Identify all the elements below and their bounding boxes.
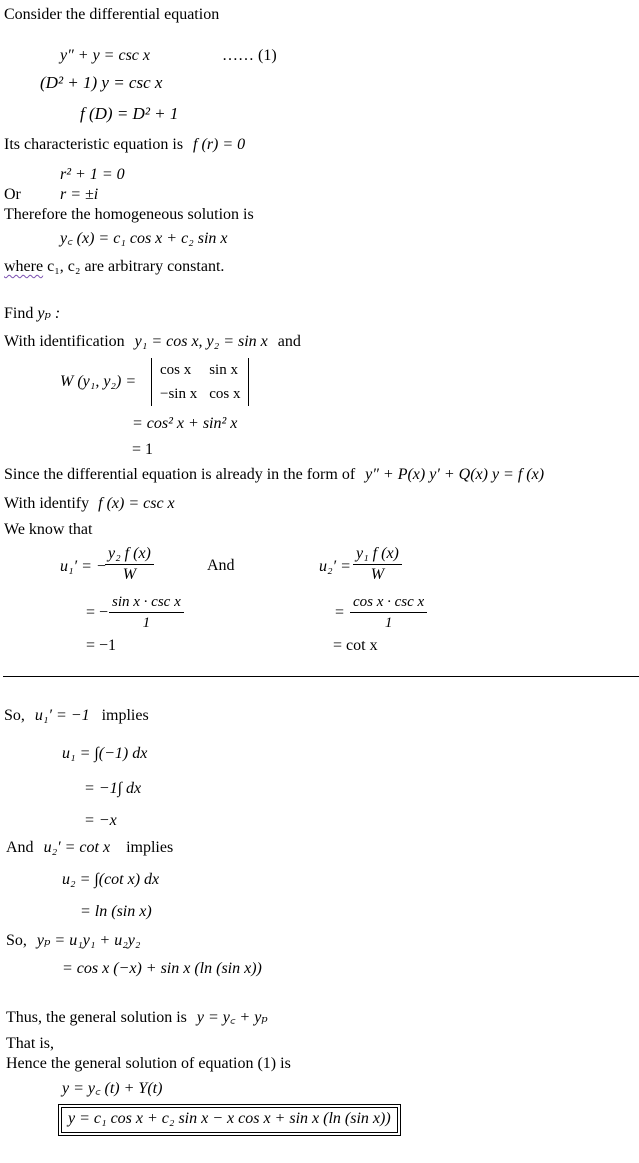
u1-prime-result: = −1 xyxy=(86,637,117,654)
u1-prime-numerator-2: sin x · csc x xyxy=(109,592,184,613)
u1-prime-denominator-2: 1 xyxy=(142,615,151,631)
where-word: where xyxy=(4,258,44,275)
u2-prime-lhs: u₂′ = xyxy=(319,558,351,575)
u2-prime-lhs-2: = xyxy=(335,604,345,621)
u1-integral: u₁ = ∫(−1) dx xyxy=(62,745,148,762)
u1-prime-fraction xyxy=(105,544,154,585)
so-u1-equation: u₁′ = −1 xyxy=(34,707,90,724)
hence-text: Hence the general solution of equation (1) is xyxy=(6,1055,291,1072)
so-label-2: So, xyxy=(6,932,27,949)
identification-and: and xyxy=(277,333,301,350)
u1-prime-numerator: y₂ f (x) xyxy=(105,544,154,565)
find-yp xyxy=(4,304,60,324)
identify-equation: f (x) = csc x xyxy=(98,495,175,512)
u1-prime-lhs: u₁′ = − xyxy=(60,558,107,575)
where-text xyxy=(4,257,224,277)
so-yp-equation: yₚ = u₁y₁ + u₂y₂ xyxy=(36,932,141,949)
so-u1-implies: implies xyxy=(101,707,149,724)
so-label-1: So, xyxy=(4,707,25,724)
yp-result: = cos x (−x) + sin x (ln (sin x)) xyxy=(62,960,262,977)
wronskian-determinant xyxy=(151,358,249,406)
and-middle: And xyxy=(207,557,235,574)
thus-label: Thus, the general solution is xyxy=(6,1009,187,1026)
homogeneous-solution: y꜀ (x) = c₁ cos x + c₂ sin x xyxy=(60,230,228,247)
homogeneous-text: Therefore the homogeneous solution is xyxy=(4,206,254,223)
and-u2-line xyxy=(6,838,173,858)
thus-equation: y = y꜀ + yₚ xyxy=(196,1009,268,1026)
wronskian-step-2: = 1 xyxy=(132,441,154,458)
operator-form-equation: (D² + 1) y = csc x xyxy=(40,73,163,92)
and-u2-equation: u₂′ = cot x xyxy=(43,839,111,856)
since-equation: y″ + P(x) y′ + Q(x) y = f (x) xyxy=(365,466,545,483)
u1-prime-fraction-2 xyxy=(109,592,184,633)
u2-result: = ln (sin x) xyxy=(80,903,152,920)
so-u1-line xyxy=(4,706,149,726)
identify-line xyxy=(4,494,175,514)
u2-prime-fraction xyxy=(353,544,402,585)
identification-line xyxy=(4,332,301,352)
r-roots: r = ±i xyxy=(60,186,99,203)
intro-text: Consider the differential equation xyxy=(4,6,220,23)
u1-result: = −x xyxy=(84,812,117,829)
find-variable: yₚ : xyxy=(37,305,61,322)
characteristic-label: Its characteristic equation is xyxy=(4,136,184,153)
u2-prime-denominator-2: 1 xyxy=(384,615,393,631)
where-rest: c₁, c₂ are arbitrary constant. xyxy=(43,258,225,275)
since-label: Since the differential equation is already in the form of xyxy=(4,466,356,483)
since-line xyxy=(4,465,544,485)
identification-label: With identification xyxy=(4,333,125,350)
characteristic-text xyxy=(4,135,245,155)
u2-prime-numerator-2: cos x · csc x xyxy=(350,592,427,613)
so-yp-line xyxy=(6,931,140,951)
det-cell-22: cos x xyxy=(209,386,241,402)
wronskian-step-1: = cos² x + sin² x xyxy=(132,415,238,432)
identification-equation: y₁ = cos x, y₂ = sin x xyxy=(134,333,268,350)
identify-label: With identify xyxy=(4,495,90,512)
u2-prime-numerator: y₁ f (x) xyxy=(353,544,402,565)
u1-prime-lhs-2: = − xyxy=(86,604,109,621)
det-cell-11: cos x xyxy=(160,362,192,378)
or-label: Or xyxy=(4,186,21,203)
find-label: Find xyxy=(4,305,34,322)
u2-prime-denominator: W xyxy=(370,566,385,583)
u2-prime-fraction-2 xyxy=(350,592,427,633)
general-solution-form: y = y꜀ (t) + Y(t) xyxy=(62,1080,163,1097)
equation-1-tag: …… (1) xyxy=(222,47,277,64)
det-cell-12: sin x xyxy=(209,362,238,378)
characteristic-equation: f (r) = 0 xyxy=(193,136,246,153)
det-cell-21: −sin x xyxy=(160,386,198,402)
know-text: We know that xyxy=(4,521,93,538)
thus-line xyxy=(6,1008,268,1028)
and-label-2: And xyxy=(6,839,34,856)
u2-integral: u₂ = ∫(cot x) dx xyxy=(62,871,160,888)
operator-polynomial: f (D) = D² + 1 xyxy=(80,104,179,123)
final-solution-box: y = c₁ cos x + c₂ sin x − x cos x + sin x (ln (sin x)) xyxy=(61,1107,398,1133)
u1-integral-step: = −1∫ dx xyxy=(84,780,142,797)
u2-prime-result: = cot x xyxy=(333,637,378,654)
wronskian-lhs: W (y₁, y₂) = xyxy=(60,373,137,390)
equation-1: y″ + y = csc x xyxy=(60,47,150,64)
u1-prime-denominator: W xyxy=(122,566,137,583)
that-is-text: That is, xyxy=(6,1035,54,1052)
and-u2-implies: implies xyxy=(126,839,174,856)
section-divider xyxy=(3,676,639,677)
r-equation: r² + 1 = 0 xyxy=(60,166,125,183)
